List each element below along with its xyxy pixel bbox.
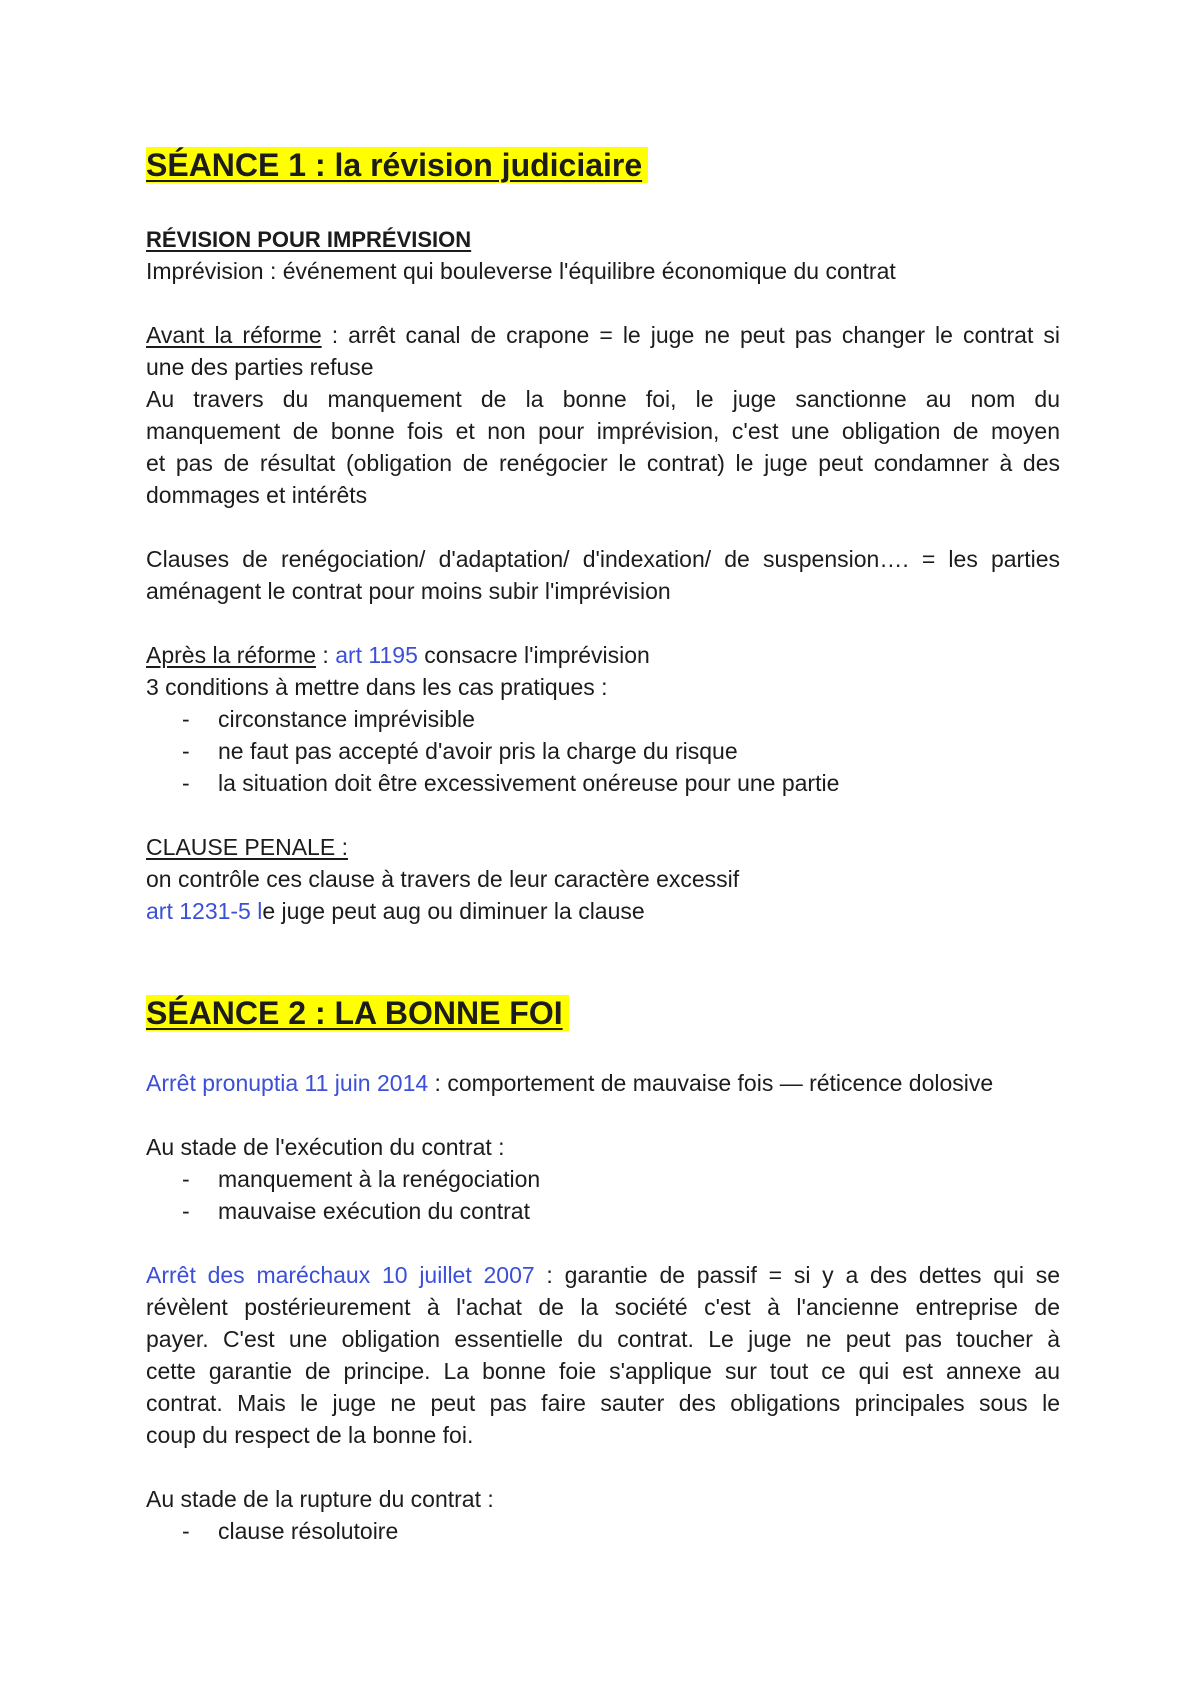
seance-1-title: SÉANCE 1 : la révision judiciaire (146, 147, 648, 183)
dash-bullet: - (182, 770, 190, 796)
revision-subheading: RÉVISION POUR IMPRÉVISION (146, 227, 472, 252)
seance-1-heading (146, 145, 648, 185)
apres-reforme-label: Après la réforme (146, 642, 317, 668)
marechaux-para-line: coup du respect de la bonne foi. (146, 1422, 474, 1448)
dash-bullet: - (182, 706, 190, 732)
rupture-item: - clause résolutoire (182, 1515, 398, 1547)
avant-reforme-label: Avant la réforme (146, 322, 322, 348)
condition-item: - ne faut pas accepté d'avoir pris la charge du risque (182, 735, 738, 767)
marechaux-para-line: révèlent postérieurement à l'achat de la société c'est à l'ancienne entreprise de (146, 1294, 1060, 1320)
bonne-foi-para-line: Au travers du manquement de la bonne foi, le juge sanctionne au nom du (146, 386, 1060, 412)
bonne-foi-para-line: et pas de résultat (obligation de renégocier le contrat) le juge peut condamner à des (146, 450, 1060, 476)
bonne-foi-para-line: manquement de bonne fois et non pour imprévision, c'est une obligation de moyen (146, 418, 1060, 444)
execution-item: - manquement à la renégociation (182, 1163, 540, 1195)
clauses-para-line: aménagent le contrat pour moins subir l'imprévision (146, 578, 671, 604)
conditions-intro: 3 conditions à mettre dans les cas pratiques : (146, 674, 608, 700)
art-1231-5-reference: art 1231-5 l (146, 898, 263, 924)
pronuptia-reference: Arrêt pronuptia 11 juin 2014 (146, 1070, 429, 1096)
marechaux-para-line: payer. C'est une obligation essentielle du contrat. Le juge ne peut pas toucher à (146, 1326, 1060, 1352)
seance-2-title: SÉANCE 2 : LA BONNE FOI (146, 995, 569, 1031)
dash-bullet: - (182, 1166, 190, 1192)
bonne-foi-para-line: dommages et intérêts (146, 482, 368, 508)
dash-bullet: - (182, 1518, 190, 1544)
imprevision-definition: Imprévision : événement qui bouleverse l'équilibre économique du contrat (146, 258, 896, 284)
rupture-intro: Au stade de la rupture du contrat : (146, 1486, 494, 1512)
clause-penale-heading: CLAUSE PENALE : (146, 834, 348, 860)
avant-reforme-line-1: Avant la réforme : arrêt canal de crapone = le juge ne peut pas changer le contrat si (146, 322, 1060, 348)
clauses-para-line: Clauses de renégociation/ d'adaptation/ d'indexation/ de suspension…. = les parties (146, 546, 1060, 572)
marechaux-para-line: contrat. Mais le juge ne peut pas faire sauter des obligations principales sous le (146, 1390, 1060, 1416)
art-1195-reference: art 1195 (335, 642, 418, 668)
dash-bullet: - (182, 1198, 190, 1224)
seance-2-heading (146, 993, 569, 1033)
marechaux-line-1: Arrêt des maréchaux 10 juillet 2007 : garantie de passif = si y a des dettes qui se (146, 1262, 1060, 1288)
execution-intro: Au stade de l'exécution du contrat : (146, 1134, 505, 1160)
dash-bullet: - (182, 738, 190, 764)
apres-reforme-line: Après la réforme : art 1195 consacre l'imprévision (146, 642, 650, 668)
condition-item: - la situation doit être excessivement onéreuse pour une partie (182, 767, 839, 799)
avant-reforme-line-2: une des parties refuse (146, 354, 374, 380)
clause-penale-line-2: art 1231-5 le juge peut aug ou diminuer la clause (146, 898, 645, 924)
pronuptia-line: Arrêt pronuptia 11 juin 2014 : comportement de mauvaise fois — réticence dolosive (146, 1070, 994, 1096)
marechaux-para-line: cette garantie de principe. La bonne foie s'applique sur tout ce qui est annexe au (146, 1358, 1060, 1384)
marechaux-reference: Arrêt des maréchaux 10 juillet 2007 (146, 1262, 535, 1288)
execution-item: - mauvaise exécution du contrat (182, 1195, 530, 1227)
condition-item: - circonstance imprévisible (182, 703, 475, 735)
clause-penale-line-1: on contrôle ces clause à travers de leur caractère excessif (146, 866, 740, 892)
